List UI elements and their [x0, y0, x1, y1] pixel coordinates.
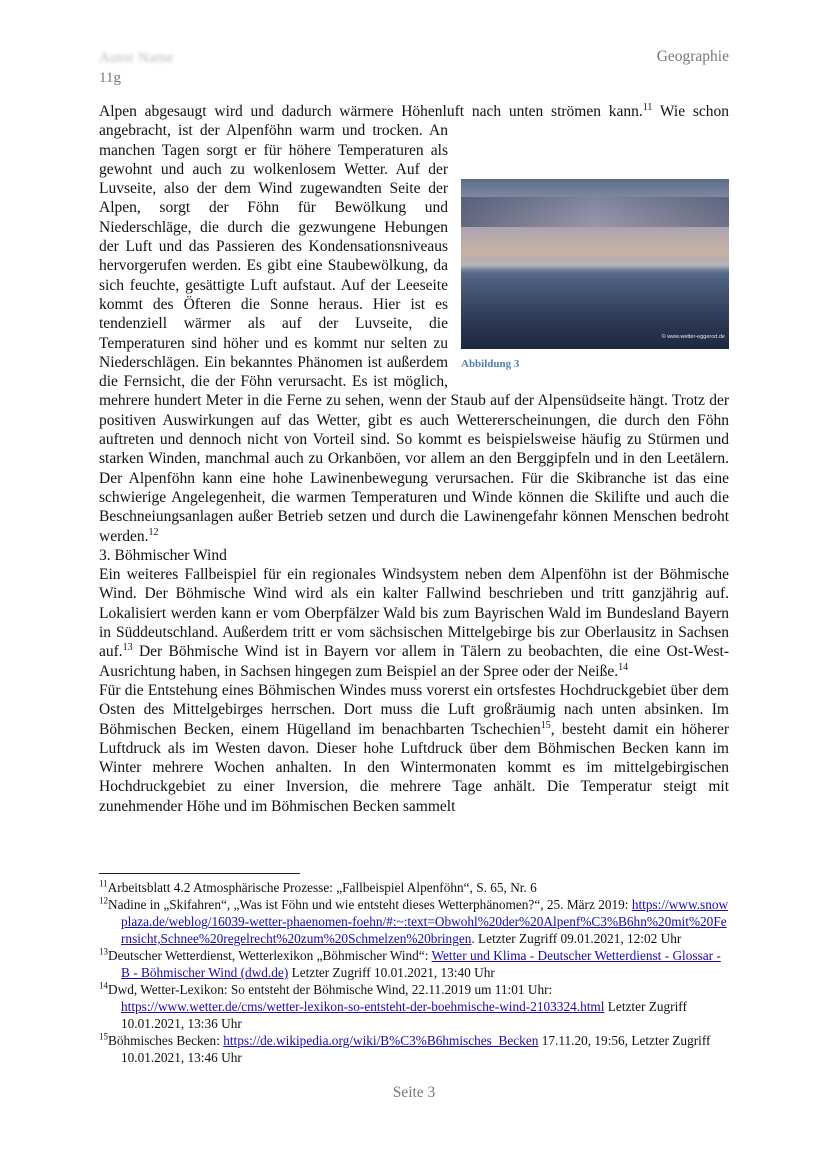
subject-label: Geographie: [656, 48, 729, 65]
footnote-14-link[interactable]: https://www.wetter.de/cms/wetter-lexikon-so-entsteht-der-boehmische-wind-2103324.html: [121, 999, 605, 1014]
class-label: 11g: [99, 70, 121, 86]
footnote-ref-15[interactable]: 15: [540, 719, 551, 731]
figure-abbildung-3: [461, 179, 729, 371]
footnote-13: $^{13}$Deutscher Wetterdienst, Wetterlexikon „Böhmischer Wind“: Wetter und Klima - Deutscher Wetterdienst - Glossar - B - Böhmischer Wind (dwd.de) Letzter Zugriff 10.01.2021, 13:40 Uhr: [99, 946, 721, 980]
paragraph-alpenfoehn: Alpen abgesaugt wird und dadurch wärmere Höhenluft nach unten strömen kann.$^{11}$ © www.wetter-eggerod.de Abbildung 3 Wie schon angebracht, ist der Alpenföhn warm und trocken. An manchen Tagen sorgt er für höhere Temperaturen als gewohnt und auch zu wolkenlosem Wetter. Auf der Luvseite, also der dem Wind zugewandten Seite der Alpen, sorgt der Föhn für Bewölkung und Niederschläge, die durch die gezwungene Hebungen der Luft und das Passieren des Kondensationsniveaus hervorgerufen werden. Es gibt eine Staubewölkung, da sich feuchte, gesättigte Luft aufstaut. Auf der Leeseite kommt des Öfteren die Sonne heraus. Hier ist es tendenziell wärmer als auf der Luvseite, die Temperaturen sind höher und es kommt nur selten zu Niederschlägen. Ein bekanntes Phänomen ist außerdem die Fernsicht, die der Föhn verursacht. Es ist möglich, mehrere hundert Meter in die Ferne zu sehen, wenn der Staub auf der Alpensüdseite hängt. Trotz der positiven Auswirkungen auf das Wetter, gibt es auch Wettererscheinungen, die durch den Föhn auftreten und dennoch nicht von Vorteil sind. So kommt es beispielsweise häufig zu Stürmen und starken Winden, manchmal auch zu Orkanböen, vor allem an den Berggipfeln und in den Leetälern. Der Alpenföhn kann eine hohe Lawinenbewegung verursachen. Für die Skibranche ist das eine schwierige Angelegenheit, die warmen Temperaturen und Winde können die Skilifte und auch die Beschneiungsanlagen außer Betrieb setzen und durch die Lawinengefahr können Menschen bedroht werden.$^{12}$: [99, 101, 730, 545]
page-header-left: [99, 48, 174, 88]
paragraph-boehmischer-wind: Ein weiteres Fallbeispiel für ein regionales Windsystem neben dem Alpenföhn ist der Böhmische Wind. Der Böhmische Wind wird als ein kalter Fallwind beschrieben und tritt ganzjährig auf. Lokalisiert werden kann er vom Oberpfälzer Wald bis zum Bayrischen Wald im Bundesland Bayern in Süddeutschland. Außerdem tritt er vom sächsischen Mittelgebirge bis zur Oberlausitz in Sachsen auf.$^{13}$ Der Böhmische Wind ist in Bayern vor allem in Tälern zu beobachten, die eine Ost-West-Ausrichtung haben, in Sachsen hingegen zum Beispiel an der Spree oder der Neiße.$^{14}$: [99, 566, 729, 680]
footnote-ref-14[interactable]: 14: [618, 661, 629, 673]
author-name-blurred: Autor Name: [99, 50, 174, 66]
main-text: [99, 102, 729, 816]
cloud-band: [461, 197, 729, 227]
foehn-sky-photo: [461, 179, 729, 349]
footnote-ref-12[interactable]: 12: [148, 526, 159, 538]
footnotes: [99, 879, 731, 1066]
footnote-15-link[interactable]: https://de.wikipedia.org/wiki/B%C3%B6hmisches_Becken: [223, 1033, 539, 1048]
section-heading: 3. Böhmischer Wind: [99, 546, 227, 564]
footnote-separator: [99, 873, 300, 874]
footnote-ref-13[interactable]: 13: [122, 642, 133, 654]
page-number: Seite 3: [392, 1084, 436, 1101]
footnote-14: $^{14}$Dwd, Wetter-Lexikon: So entsteht der Böhmische Wind, 22.11.2019 um 11:01 Uhr: https://www.wetter.de/cms/wetter-lexikon-so-entsteht-der-boehmische-wind-2103324.html Letzter Zugriff 10.01.2021, 13:36 Uhr: [99, 980, 687, 1031]
photo-watermark: © www.wetter-eggerod.de: [661, 334, 725, 340]
footnote-12: $^{12}$Nadine in „Skifahren“, „Was ist Föhn und wie entsteht dieses Wetterphänomen?“, 25. März 2019: https://www.snowplaza.de/weblog/16039-wetter-phaenomen-foehn/#:~:text=Obwohl%20der%20Alpenf%C3%B6hn%20mit%20Fernsicht,Schnee%20regelrecht%20zum%20Schmelzen%20bringen. Letzter Zugriff 09.01.2021, 12:02 Uhr: [99, 895, 729, 946]
figure-caption: Abbildung 3: [461, 358, 520, 371]
horizon-haze: [461, 259, 729, 273]
footnote-13-link[interactable]: Wetter und Klima - Deutscher Wetterdienst - Glossar - B - Böhmischer Wind (dwd.de): [121, 948, 721, 980]
footnote-12-link[interactable]: https://www.snowplaza.de/weblog/16039-wetter-phaenomen-foehn/#:~:text=Obwohl%20der%20Alpenf%C3%B6hn%20mit%20Fernsicht,Schnee%20regelrecht%20zum%20Schmelzen%20bringen: [121, 897, 729, 946]
footnote-15: $^{15}$Böhmisches Becken: https://de.wikipedia.org/wiki/B%C3%B6hmisches_Becken 17.11.20, 19:56, Letzter Zugriff 10.01.2021, 13:46 Uhr: [99, 1031, 711, 1065]
footnote-11: $^{11}$Arbeitsblatt 4.2 Atmosphärische Prozesse: „Fallbeispiel Alpenföhn“, S. 65, Nr. 6: [99, 878, 537, 895]
footnote-ref-11[interactable]: 11: [642, 101, 653, 113]
paragraph-entstehung: Für die Entstehung eines Böhmischen Windes muss vorerst ein ortsfestes Hochdruckgebiet über dem Osten des Mittelgebirges herrschen. Dort muss die Luft großräumig nach unten absinken. Im Böhmischen Becken, einem Hügelland im benachbarten Tschechien$^{15}$, besteht damit ein höherer Luftdruck als im Westen davon. Dieser hohe Luftdruck über dem Böhmischen Becken kann im Winter mehrere Wochen anhalten. In den Wintermonaten kommt es im mittelgebirgischen Hochdruckgebiet zu einer Inversion, die mehrere Tage anhält. Die Temperatur steigt mit zunehmender Höhe und im Böhmischen Becken sammelt: [99, 681, 729, 815]
